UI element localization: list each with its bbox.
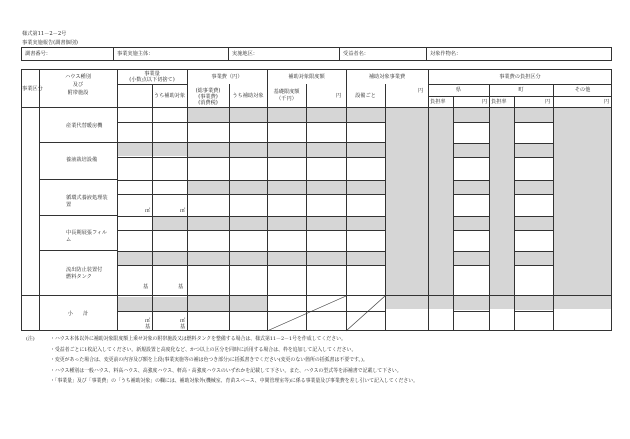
row-label-nutrient-2: 置 [66,202,72,208]
header-subsidy-limit: 補助対象限度額 [288,74,325,80]
unit-m2-target: ㎡ [180,208,186,214]
row-label-film-2: ム [66,237,72,243]
note-4: ・ハウス種別は一般ハウス、料高ハウス、高強度ハウス、軒高・高強度ハウスのいずれかを記載して下さい。また、ハウスの型式等を添補書で記載して下さい。 [50,368,402,374]
notes-label: (注) [26,336,35,342]
header-prefecture: 県 [455,87,462,93]
header-cost-total-1: (総事業費) [195,88,221,94]
header-others: その他 [574,87,591,93]
form-number: 様式第11－2－2号 [22,31,67,37]
note-1: ・ハウス本体以外に補助対象限度額上乗せ対象の附帯施設又は燃料タンクを整備する場合は、様式第11－2－1号を作成してください。 [50,336,346,342]
header-pref-rate: 負担率 [430,99,446,105]
unit-m2-qty: ㎡ [145,208,151,214]
row-label-hydroponics: 養液栽培設備 [66,157,98,163]
form-title: 事業実施報告(調書個別) [22,40,78,46]
header-cost: 事業費（円） [211,74,243,80]
row-label-film-1: 中長期展張フィル [66,230,108,236]
header-others-yen: 円 [604,99,610,105]
subtotal-base-qty: 基 [145,324,151,330]
header-base-limit-1: 基礎限度額 [273,89,300,95]
header-house-type-2: 及び [72,82,84,88]
header-cost-total-3: (消費税) [198,100,218,106]
beneficiary-label: 受益者名： [343,51,369,57]
row-label-nutrient-1: 循環式養液処理装 [66,195,108,201]
header-base-limit-2: （千円） [276,96,297,102]
header-quantity-target: うち補助対象 [153,93,186,99]
note-2: ・受益者ごとに1枚記入してください。新規設置と高度化など、かつ以上の区分を同時に活用する場合は、枠を追加して記入してください。 [50,347,357,353]
header-quantity: 事業量 [144,71,160,77]
row-label-subtotal: 小 計 [67,311,89,317]
row-label-tank-1: 流出防止装置付 [66,267,103,273]
header-limit-yen: 円 [336,93,342,99]
subtotal-m2-target: ㎡ [180,318,186,324]
subtotal-m2-qty: ㎡ [145,318,151,324]
subtotal-base-target: 基 [180,324,186,330]
header-by-facility: 設備ごと [355,93,376,99]
header-town-rate: 負担率 [491,99,507,105]
header-town: 町 [518,87,524,93]
header-house-type-3: 附帯施設 [67,90,89,96]
unit-base-qty: 基 [143,284,149,290]
header-subsidy-cost: 補助対象事業費 [368,74,406,80]
header-share: 事業費の負担区分 [499,74,541,80]
header-subsidy-yen: 円 [418,88,424,94]
unit-base-target: 基 [178,284,184,290]
header-category: 事業区分 [22,86,43,92]
header-cost-total-2: (事業費) [198,94,218,100]
entity-label: 事業実施主体： [117,51,154,57]
note-5: ・「事業量」及び「事業費」の「うち補助対象」の欄には、補助対象外(機械室、育苗スペース、中間管理室等)に係る事業量及び事業費を差し引いて記入してください。 [50,378,419,384]
header-town-yen: 円 [545,99,551,105]
header-cost-target: うち補助対象 [232,93,264,99]
note-3: ・変更があった場合は、変更前の内容及び額を上段(事業実施等の補は色つき部分)に括弧書きでください(変更のない箇所の括弧書は不要です。)。 [50,357,368,363]
area-label: 実施地区： [232,51,258,57]
crop-label: 対象作物名： [430,51,462,57]
row-label-heater: 産業代替暖房機 [66,123,103,129]
row-label-tank-2: 燃料タンク [66,274,92,280]
header-house-type-1: ハウス種別 [65,74,91,80]
survey-no-label: 調書番号： [25,51,51,57]
header-quantity-sub: (小数点以下切捨て) [129,77,175,83]
header-pref-yen: 円 [482,99,488,105]
